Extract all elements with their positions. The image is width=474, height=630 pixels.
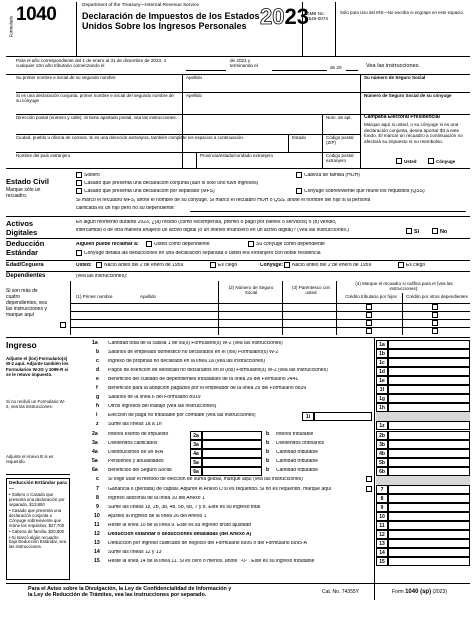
footer-cat-number: Cat. No. 74355Y bbox=[322, 589, 359, 595]
line-5a-amount[interactable] bbox=[202, 458, 262, 467]
dependents-col-child-credit: Crédito tributario por hijos bbox=[345, 294, 397, 299]
line-3a-amount[interactable] bbox=[202, 440, 262, 449]
line-1z-amount[interactable] bbox=[388, 421, 470, 430]
filing-single-checkbox[interactable] bbox=[76, 172, 82, 178]
filing-joint-checkbox[interactable] bbox=[76, 180, 82, 186]
form-title-line2: Unidos Sobre los Ingresos Personales bbox=[82, 21, 247, 31]
age-spouse-blind-checkbox[interactable] bbox=[398, 262, 404, 268]
zip-field[interactable]: Código postal (ZIP) bbox=[326, 135, 354, 146]
line-11-amount[interactable] bbox=[388, 521, 470, 530]
line-8-amount[interactable] bbox=[388, 494, 470, 503]
dependent-4-child-credit-checkbox[interactable] bbox=[366, 328, 372, 334]
form-number: 1040 bbox=[16, 4, 57, 25]
filing-single-label: Soltero bbox=[84, 173, 100, 178]
foreign-country-field[interactable]: Nombre del país extranjero bbox=[16, 153, 71, 158]
dependents-col-relationship: (3) Parentesco con usted bbox=[291, 285, 331, 296]
filing-hoh-label: Cabeza de familia (HOH) bbox=[304, 173, 360, 178]
line-12-amount[interactable] bbox=[388, 530, 470, 539]
tax-period-year: de 20 bbox=[330, 65, 342, 70]
income-no-w2-note: Si no recibió un Formulario W-2, vea las instrucciones. bbox=[6, 399, 66, 410]
qualifying-person-name-field[interactable] bbox=[190, 211, 466, 212]
line-2a-amount[interactable] bbox=[202, 431, 262, 440]
dependent-2-child-credit-checkbox[interactable] bbox=[366, 312, 372, 318]
digital-assets-no-checkbox[interactable] bbox=[432, 228, 438, 234]
dependents-title: Dependientes bbox=[6, 273, 46, 279]
line-4b-amount[interactable] bbox=[388, 449, 470, 458]
dependents-col-first-name: (1) Primer nombre bbox=[76, 294, 113, 299]
footer-privacy-notice: Para el Aviso sobre la Divulgación, la Ley de Confidencialidad de Información y la Ley de Reducción de Trámites, vea las instrucciones por separado. bbox=[28, 586, 232, 599]
claim-you-dependent-label: Usted como dependiente bbox=[154, 242, 210, 247]
filing-qss-label: Cónyuge sobreviviente que reúne los requisitos (QSS) bbox=[304, 189, 425, 194]
digital-assets-no-label: No bbox=[440, 229, 448, 235]
see-instructions-label: Vea las instrucciones. bbox=[366, 63, 421, 69]
line-1f-amount[interactable] bbox=[388, 385, 470, 394]
tax-year-suffix: 23 bbox=[284, 4, 309, 29]
age-spouse-born-checkbox[interactable] bbox=[284, 262, 290, 268]
dependents-col-other-credit: Crédito por otros dependientes bbox=[406, 294, 468, 299]
filing-joint-label: Casado que presenta una declaración conjunta (aun si sólo uno tuvo ingresos) bbox=[84, 181, 259, 186]
age-you-blind-checkbox[interactable] bbox=[210, 262, 216, 268]
presidential-campaign: Campaña Electoral Presidencial Marque aquí si usted, o su cónyuge si es una declaración conjunta, desea aportar $3 a este fondo. El marcar un recuadro a continuación no afectará su impuesto ni su reembolso. Usted Cónyuge bbox=[364, 114, 463, 164]
line-6a-amount[interactable] bbox=[202, 467, 262, 476]
age-you-label: Usted: bbox=[76, 263, 92, 268]
line-13-amount[interactable] bbox=[388, 539, 470, 548]
line-1g-amount[interactable] bbox=[388, 394, 470, 403]
apt-number-field[interactable]: Núm. de apt. bbox=[326, 115, 352, 120]
spouse-itemizes-checkbox[interactable] bbox=[76, 250, 82, 256]
state-field[interactable]: Estado bbox=[292, 135, 307, 140]
dependents-col-ssn: (2) Número de Seguro Social bbox=[228, 285, 274, 296]
dependent-2-other-credit-checkbox[interactable] bbox=[432, 312, 438, 318]
line-14-amount[interactable] bbox=[388, 548, 470, 557]
more-dependents-checkbox[interactable] bbox=[60, 322, 66, 328]
first-name-field[interactable]: Su primer nombre e inicial de su segundo nombre bbox=[16, 75, 116, 80]
dependents-see-label: (vea las instrucciones): bbox=[76, 274, 128, 279]
age-you-born-label: Nació antes del 2 de enero de 1959 bbox=[104, 263, 184, 268]
footer-form-id: Form 1040 (sp) (2023) bbox=[392, 589, 447, 595]
tax-period-end[interactable] bbox=[272, 65, 327, 71]
claim-you-dependent-checkbox[interactable] bbox=[146, 241, 152, 247]
age-spouse-blind-label: Es ciego bbox=[406, 263, 426, 268]
income-attach-note: Adjunte el (los) Formulario(s) W-2 aquí. Adjunte también los Formularios W-2G y 1099-R si se le retuvo impuesto. bbox=[6, 356, 69, 377]
line-10-amount[interactable] bbox=[388, 512, 470, 521]
last-name-field[interactable]: Apellido bbox=[186, 75, 203, 80]
line-1i-amount[interactable] bbox=[314, 412, 372, 421]
dependent-4-other-credit-checkbox[interactable] bbox=[432, 328, 438, 334]
campaign-spouse-label: Cónyuge bbox=[436, 159, 456, 164]
ssn-field[interactable]: Su número de Seguro Social bbox=[364, 75, 426, 80]
dependent-1-other-credit-checkbox[interactable] bbox=[432, 304, 438, 310]
spouse-ssn-field[interactable]: Número de Seguro Social de su cónyuge bbox=[364, 93, 452, 98]
digital-assets-question-line1: En algún momento durante 2023, ¿(a) recibió (como recompensa, premio o pago por bienes o servicios) o (b) vendió, bbox=[76, 220, 337, 225]
form-page: Formulario 1040 Department of the Treasury—Internal Revenue Service Declaración de Impuestos de los Estados Unidos Sobre los Ingresos Personales 2023 OMB No. 1545-0074 Sólo para Uso del IRS—No escriba ni engrape en este espacio. Para el año correspondiente del 1 de enero al 31 de diciembre de 2023, o cualquier otro año tributario comenzando el de 2023 y terminando el de 20 Vea las instrucciones. Su primer nombre e inicial de su segundo nombre Apellido Su número de Seguro Social Si es una declaración conjunta, primer nombre e inicial del segundo nombre de su cónyuge Apellido Número de Seguro Social de su cónyuge Dirección postal (número y calle). Si tiene apartado postal, vea las instrucciones. Núm. de apt. Ciudad, pueblo u oficina de correos. Si es una dirección extranjera, también complete los espacios a continuación. Estado Código postal (ZIP) Nombre del país extranjero Provincia/estado/condado extranjero Código postal extranjero Campaña Electoral Presidencial Marque aquí si usted, o su cónyuge si es una declaración conjunta, desea aportar $3 a este fondo. El marcar un recuadro a continuación no afectará su impuesto ni su reembolso. Usted Cónyuge Estado Civil Marque sólo un recuadro. Soltero Casado que presenta una declaración conjunta (aun si sólo uno tuvo ingresos) Casado que presenta una declaración por separado (MFS) Cabeza de familia (HOH) Cónyuge sobreviviente que reúne los requisitos (QSS) Si marcó el recuadro MFS, anote el nombre de su cónyuge. Si marcó el recuadro HOH o QSS, anote el nombre del hijo si la persona calificada es un hijo pero no su dependiente: Activos Digitales En algún momento durante 2023, ¿(a) recibió (como recompensa, premio o pago por bienes o servicios) o (b) vendió, intercambió o de otra manera enajenó un activo digital (o un interés financiero en un activo digital)? (Vea las instrucciones.) Sí No Deducción Estándar Alguien puede reclamar a: Usted como dependiente Su cónyuge como dependiente Cónyuge detalla las deducciones en una declaración separada o usted era extranjero con doble residencia Edad/Ceguera Usted: Nació antes del 2 de enero de 1959 Es ciego Cónyuge: Nació antes del 2 de enero de 1959 Es ciego Dependientes (vea las instrucciones): Si son más de cuatro dependientes, vea las instrucciones y marque aquí (1) Primer nombre Apellido (2) Número de Seguro Social (3) Parentesco con usted (4) Marque el recuadro si califica para el (vea las instrucciones): Crédito tributario por hijos Crédito por otros dependientes Ingreso Adjunte el (los) Formulario(s) W-2 aquí. Adjunte también los Formularios W-2G y 1099-R si se le retuvo impuesto. Si no recibió un Formulario W-2, vea las instrucciones. Adjunte el Anexo B si es requerido. Deducción Estándar para— • Soltero o Casado que presenta una declaración por separado, $13,850 • Casado que presenta una declaración conjunta o Cónyuge sobreviviente que reúne los requisitos, $27,700 • Cabeza de familia, $20,800 • Si marcó algún recuadro bajo Deducción Estándar, vea las instrucciones. 1a Cantidad total de la casilla 1 de su(s) Formulario(s) W-2 (vea las instrucciones) 1a b Salarios de empleado doméstico no declarados en el (los) Formulario(s) W-2 1b c Ingreso de propinas no declarado en la línea 1a (vea las instrucciones) 1c d Pagos de exención de Medicaid no declarados en el (los) Formulario(s) W-2 (vea las instrucciones) 1d e Beneficios del cuidado de dependientes tributables de la línea 26 del Formulario 2441 1e f Beneficios para la adopción pagados por el empleador de la línea 29 del Formulario 8839 1f g Salarios de la línea 6 del Formulario 8919 1g h Otros ingresos del trabajo (vea las instrucciones) 1h i Elección de paga no tributable por combate (vea las instrucciones) 1i z Sume las líneas 1a a 1h 1z 2a Interés exento de impuesto 2a b Interés tributable 2b 3a Dividendos calificados 3a b Dividendos ordinarios 3b 4a Distribuciones de un IRA 4a b Cantidad tributable 4b 5a Pensiones y anualidades 5a b Cantidad tributable 5b 6a Beneficios del Seguro Social 6a b Cantidad tributable 6b c Si elige usar el método de elección de suma global, marque aquí (vea las instrucciones) 7 Ganancia o (pérdida) de capital. Adjunte el Anexo D si es requerido. Si no es requerido, marque aquí 7 8 Ingreso adicional de la línea 10 del Anexo 1 8 9 Sume las líneas 1z, 2b, 3b, 4b, 5b, 6b, 7 y 8. Éste es su ingreso total 9 10 Ajustes al ingreso de la línea 26 del Anexo 1 10 11 Reste la línea 10 de la línea 9. Éste es su ingreso bruto ajustado 11 12 Deducción estándar o deducciones detalladas (del Anexo A) 12 13 Deducción por ingreso calificado de negocio del Formulario 8995 o del Formulario 8995-A 13 14 Sume las líneas 12 y 13 14 15 Reste la línea 14 de la línea 11. Si es cero o menos, anote "-0-". Éste es su ingreso tributable 15 Para el Aviso sobre la Divulgación, la Ley de Confidencialidad de Información y la Ley de Reducción de Trámites, vea las instrucciones por separado. Cat. No. 74355Y Form 1040 (sp) (2023) bbox=[0, 0, 474, 630]
someone-can-claim-label: Alguien puede reclamar a: bbox=[76, 242, 139, 247]
campaign-you-checkbox[interactable] bbox=[396, 158, 402, 164]
foreign-zip-field[interactable]: Código postal extranjero bbox=[326, 153, 354, 164]
age-blindness-title: Edad/Ceguera bbox=[6, 262, 44, 268]
line-1d-amount[interactable] bbox=[388, 367, 470, 376]
digital-assets-question-line2: intercambió o de otra manera enajenó un activo digital (o un interés financiero en un activo digital)? (Vea las instrucciones.) bbox=[76, 228, 349, 233]
digital-assets-title: Activos Digitales bbox=[6, 219, 38, 237]
form-title-line1: Declaración de Impuestos de los Estados bbox=[82, 11, 260, 21]
standard-deduction-title: Deducción Estándar bbox=[6, 239, 45, 257]
filing-qss-checkbox[interactable] bbox=[296, 188, 302, 194]
schedule-b-note: Adjunte el Anexo B si es requerido. bbox=[6, 454, 54, 465]
age-spouse-born-label: Nació antes del 2 de enero de 1959 bbox=[292, 263, 372, 268]
tax-period-mid: de 2023 y terminando el bbox=[230, 58, 258, 69]
campaign-you-label: Usted bbox=[404, 159, 417, 164]
filing-status-title: Estado Civil bbox=[6, 177, 49, 186]
tax-period-end-year[interactable] bbox=[346, 65, 358, 71]
line-1e-amount[interactable] bbox=[388, 376, 470, 385]
spouse-first-name-field[interactable]: Si es una declaración conjunta, primer nombre e inicial del segundo nombre de su cónyuge bbox=[16, 93, 174, 104]
std-deduction-side-box: Deducción Estándar para— • Soltero o Casado que presenta una declaración por separado, $13,850 • Casado que presenta una declaración conjunta o Cónyuge sobreviviente que reúne los requisitos, $27,700 • Cabeza de familia, $20,800 • Si marcó algún recuadro bajo Deducción Estándar, vea las instrucciones. bbox=[6, 478, 70, 580]
filing-hoh-checkbox[interactable] bbox=[296, 172, 302, 178]
digital-assets-yes-checkbox[interactable] bbox=[406, 228, 412, 234]
omb-number: OMB No. 1545-0074 bbox=[306, 11, 328, 22]
line-1h-amount[interactable] bbox=[388, 403, 470, 412]
tax-period-text: Para el año correspondiente del 1 de enero al 31 de diciembre de 2023, o cualquier otro año tributario comenzando el bbox=[16, 58, 167, 69]
dependent-3-child-credit-checkbox[interactable] bbox=[366, 320, 372, 326]
line-2b-amount[interactable] bbox=[388, 431, 470, 440]
filing-status-subtitle: Marque sólo un recuadro. bbox=[6, 187, 41, 199]
age-spouse-label: Cónyuge: bbox=[260, 263, 284, 268]
line-6b-amount[interactable] bbox=[388, 467, 470, 476]
address-field[interactable]: Dirección postal (número y calle). Si tiene apartado postal, vea las instrucciones. bbox=[16, 115, 177, 120]
age-you-blind-label: Es ciego bbox=[218, 263, 238, 268]
line-1c-amount[interactable] bbox=[388, 358, 470, 367]
form-vertical-label: Formulario bbox=[8, 15, 14, 38]
campaign-spouse-checkbox[interactable] bbox=[428, 158, 434, 164]
filing-separate-checkbox[interactable] bbox=[76, 188, 82, 194]
line-7-amount[interactable] bbox=[388, 485, 470, 494]
department-label: Department of the Treasury—Internal Revenue Service bbox=[82, 3, 200, 8]
filing-note-line2: calificada es un hijo pero no su dependiente: bbox=[76, 206, 175, 211]
line-7-not-required-checkbox[interactable] bbox=[366, 486, 372, 492]
dependents-side-note: Si son más de cuatro dependientes, vea las instrucciones y marque aquí bbox=[6, 288, 47, 318]
line-1b-amount[interactable] bbox=[388, 349, 470, 358]
filing-separate-label: Casado que presenta una declaración por separado (MFS) bbox=[84, 189, 215, 194]
claim-spouse-dependent-checkbox[interactable] bbox=[248, 241, 254, 247]
irs-use-only: Sólo para Uso del IRS—No escriba ni engrape en este espacio. bbox=[340, 10, 464, 15]
line-4a-amount[interactable] bbox=[202, 449, 262, 458]
line-5b-amount[interactable] bbox=[388, 458, 470, 467]
filing-note-line1: Si marcó el recuadro MFS, anote el nombre de su cónyuge. Si marcó el recuadro HOH o QSS, anote el nombre del hijo si la persona bbox=[76, 198, 371, 203]
lump-sum-election-checkbox[interactable] bbox=[366, 476, 372, 482]
spouse-last-name-field[interactable]: Apellido bbox=[186, 93, 203, 98]
line-15-amount[interactable] bbox=[388, 557, 470, 566]
digital-assets-yes-label: Sí bbox=[414, 229, 420, 235]
age-you-born-checkbox[interactable] bbox=[96, 262, 102, 268]
dependents-col-credit: (4) Marque el recuadro si califica para el (vea las instrucciones): bbox=[355, 281, 453, 292]
line-1a-amount[interactable] bbox=[388, 340, 470, 349]
claim-spouse-dependent-label: Su cónyuge como dependiente bbox=[256, 242, 325, 247]
spouse-itemizes-label: Cónyuge detalla las deducciones en una declaración separada o usted era extranjero con doble residencia bbox=[84, 251, 321, 256]
city-field[interactable]: Ciudad, pueblo u oficina de correos. Si es una dirección extranjera, también complete los espacios a continuación. bbox=[16, 135, 245, 140]
tax-period-start[interactable] bbox=[186, 65, 226, 71]
foreign-province-field[interactable]: Provincia/estado/condado extranjero bbox=[200, 153, 274, 158]
dependents-col-last-name: Apellido bbox=[140, 294, 157, 299]
income-title: Ingreso bbox=[6, 340, 37, 350]
dependent-1-child-credit-checkbox[interactable] bbox=[366, 304, 372, 310]
line-3b-amount[interactable] bbox=[388, 440, 470, 449]
tax-year-prefix: 20 bbox=[260, 4, 285, 29]
dependent-3-other-credit-checkbox[interactable] bbox=[432, 320, 438, 326]
dependents-table bbox=[70, 281, 470, 335]
line-9-amount[interactable] bbox=[388, 503, 470, 512]
